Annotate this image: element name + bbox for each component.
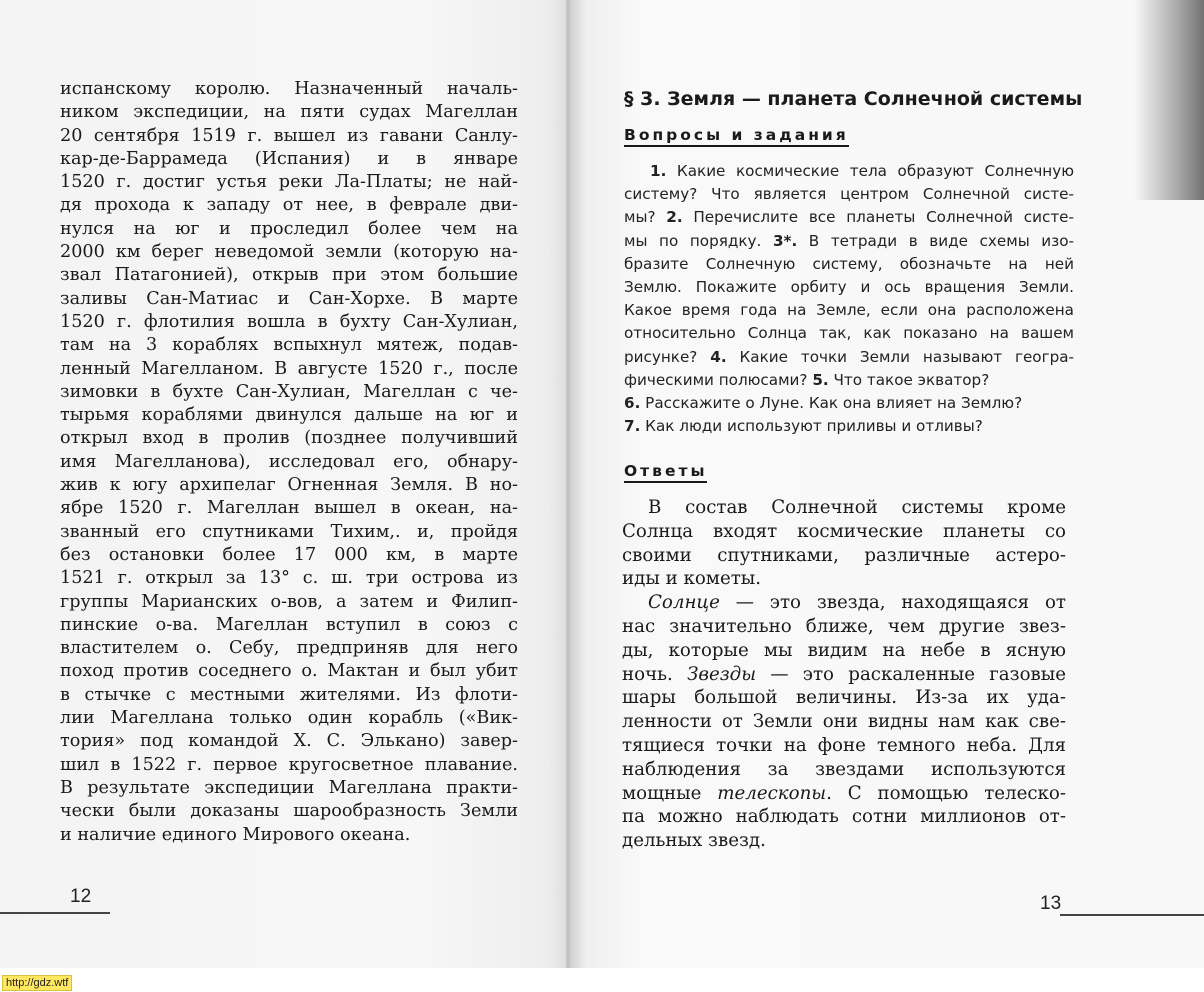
text-line [622, 686, 1066, 710]
text-line: 1520 г. флотилия вошла в бухту Сан-Хулиан, [60, 311, 518, 332]
text-run: Солнца входят космические планеты со [622, 520, 1066, 542]
text-run: систему? Что является центром Солнечной систе- [624, 185, 1074, 204]
text-run: Какие космические тела образуют Солнечную [666, 162, 1074, 180]
text-line: группы Марианских о-вов, а затем и Филип- [60, 591, 518, 612]
text-run: 3*. [772, 231, 798, 250]
scan-shadow [1134, 0, 1204, 200]
text-run: — это звезда, находящаяся от [719, 592, 1066, 614]
text-run: Перечислите все планеты Солнечной систе- [682, 208, 1075, 227]
text-run: — это раскаленные газовые [756, 663, 1066, 685]
text-run: Какое время года на Земле, если она расположена [624, 301, 1074, 320]
text-run: 2. [666, 208, 683, 227]
text-run: Солнце [648, 592, 720, 614]
text-run: Землю. Покажите орбиту и ось вращения Земли. [624, 278, 1074, 297]
text-run: Какие точки Земли называют геогра- [726, 347, 1074, 366]
text-line: ябре 1520 г. Магеллан вышел в океан, на- [60, 498, 518, 519]
text-line [622, 710, 1066, 734]
text-line: званный его спутниками Тихим,. и, пройдя [60, 521, 518, 542]
text-line: без остановки более 17 000 км, в марте [60, 544, 518, 565]
text-line [622, 544, 1066, 568]
text-line [624, 392, 1074, 415]
answers-heading: Ответы [624, 462, 707, 483]
text-line [622, 782, 1066, 806]
text-run: относительно Солнца так, как показано на вашем [624, 324, 1074, 343]
book-gutter [548, 0, 588, 968]
text-run: мощные [622, 782, 718, 804]
text-line [624, 183, 1074, 206]
page-number-rule-left [0, 912, 110, 914]
questions-heading: Вопросы и задания [624, 126, 849, 147]
text-line: поход против соседнего о. Мактан и был убит [60, 661, 518, 682]
text-line [622, 734, 1066, 758]
text-line: властителем о. Себу, предприняв для него [60, 638, 518, 659]
text-line: 2000 км берег неведомой земли (которую на- [60, 242, 518, 263]
text-run: иды и кометы. [622, 568, 762, 590]
text-line: 20 сентября 1519 г. вышел из гавани Санлу- [60, 125, 518, 146]
text-line: тырьмя кораблями двинулся дальше на юг и [60, 405, 518, 426]
text-run: ленности от Земли они видны нам как све- [622, 711, 1066, 733]
text-line: В результате экспедиции Магеллана практи- [60, 777, 518, 798]
text-line: испанскому королю. Назначенный началь- [60, 79, 518, 99]
page-number-rule-right [1060, 914, 1204, 916]
text-line: и наличие единого Мирового океана. [60, 824, 411, 845]
left-page-body-text [60, 78, 518, 847]
text-run: 6. [624, 394, 641, 413]
section-title: § 3. Земля — планета Солнечной системы [624, 88, 1083, 110]
watermark-link[interactable]: http://gdz.wtf [2, 975, 72, 991]
text-run: дельных звезд. [622, 830, 766, 852]
text-line: там на 3 кораблях вспыхнул мятеж, подав- [60, 335, 518, 356]
text-line: пинские о-ва. Магеллан вступил в союз с [60, 614, 518, 635]
text-run: ночь. [622, 663, 688, 685]
text-run: В состав Солнечной системы кроме [648, 497, 1066, 518]
text-line [624, 322, 1074, 345]
page-number-right: 13 [1040, 893, 1062, 914]
text-run: В тетради в виде схемы изо- [797, 231, 1074, 250]
text-run: фическими полюсами? [624, 370, 813, 389]
text-line [624, 346, 1074, 369]
text-line [622, 520, 1066, 544]
page-number-left: 12 [70, 886, 92, 907]
bottom-margin [0, 968, 1204, 992]
text-line: 1521 г. открыл за 13° с. ш. три острова из [60, 568, 518, 589]
text-line: в стычке с местными жителями. Из флоти- [60, 684, 518, 705]
text-line [622, 758, 1066, 782]
text-run: Как люди используют приливы и отливы? [640, 417, 983, 436]
text-run: Расскажите о Луне. Как она влияет на Землю? [640, 394, 1023, 413]
text-line: 1520 г. достиг устья реки Ла-Платы; не най- [60, 172, 518, 193]
text-run: нас значительно ближе, чем другие звез- [622, 615, 1066, 637]
text-line: имя Магелланова), исследовал его, обнару- [60, 451, 518, 472]
text-line: ником экспедиции, на пяти судах Магеллан [60, 102, 518, 123]
text-line: зимовки в бухте Сан-Хулиан, Магеллан с че- [60, 381, 518, 402]
text-line [622, 567, 1066, 591]
text-line [624, 369, 1074, 392]
text-line: шил в 1522 г. первое кругосветное плавание. [60, 754, 518, 775]
text-line [622, 663, 1066, 687]
text-run: 5. [812, 370, 829, 389]
text-line [622, 615, 1066, 639]
text-run: тящиеся точки на фоне темного неба. Для [622, 734, 1066, 756]
text-run: телескопы [717, 782, 827, 804]
text-line [622, 805, 1066, 829]
text-line: тория» под командой Х. С. Элькано) завер- [60, 731, 518, 752]
text-line [624, 415, 1074, 438]
text-run: Звезды [687, 663, 757, 685]
text-run: . С помощью телеско- [826, 782, 1066, 804]
text-line [622, 591, 1066, 615]
text-line: кар-де-Баррамеда (Испания) и в январе [60, 148, 518, 169]
text-line [624, 230, 1074, 253]
text-run: па можно наблюдать сотни миллионов от- [622, 806, 1066, 828]
text-line [622, 496, 1066, 520]
text-run: рисунке? [624, 347, 711, 366]
text-run: 1. [650, 162, 667, 180]
text-line: лии Магеллана только один корабль («Вик- [60, 708, 518, 729]
text-line [624, 299, 1074, 322]
text-run: 4. [710, 347, 727, 366]
text-line [624, 160, 1074, 183]
text-line: жив к югу архипелаг Огненная Земля. В но- [60, 475, 518, 496]
text-line: чески были доказаны шарообразность Земли [60, 801, 518, 822]
text-line: ленный Магелланом. В августе 1520 г., после [60, 358, 518, 379]
text-line [624, 253, 1074, 276]
text-line [622, 639, 1066, 663]
text-line: нулся на юг и проследил более чем на [60, 218, 518, 239]
text-run: бразите Солнечную систему, обозначьте на ней [624, 254, 1074, 273]
text-run: мы по порядку. [624, 231, 773, 250]
text-line: звал Патагонией), открыв при этом большие [60, 265, 518, 286]
text-line [624, 206, 1074, 229]
text-run: ды, которые мы видим на небе в ясную [622, 639, 1066, 661]
questions-text [624, 160, 1074, 438]
text-run: мы? [624, 208, 667, 227]
text-line: заливы Сан-Матиас и Сан-Хорхе. В марте [60, 288, 518, 309]
text-line [622, 829, 1066, 853]
text-run: Что такое экватор? [828, 370, 990, 389]
answers-text [622, 496, 1066, 853]
text-line [624, 276, 1074, 299]
text-run: 7. [624, 417, 641, 436]
text-line: открыл вход в пролив (позднее получивший [60, 428, 518, 449]
text-run: наблюдения за звездами используются [622, 758, 1066, 780]
text-line: дя прохода к западу от нее, в феврале дви- [60, 195, 518, 216]
text-run: своими спутниками, различные астеро- [622, 544, 1066, 566]
text-run: шары большой величины. Из-за их уда- [622, 687, 1066, 709]
